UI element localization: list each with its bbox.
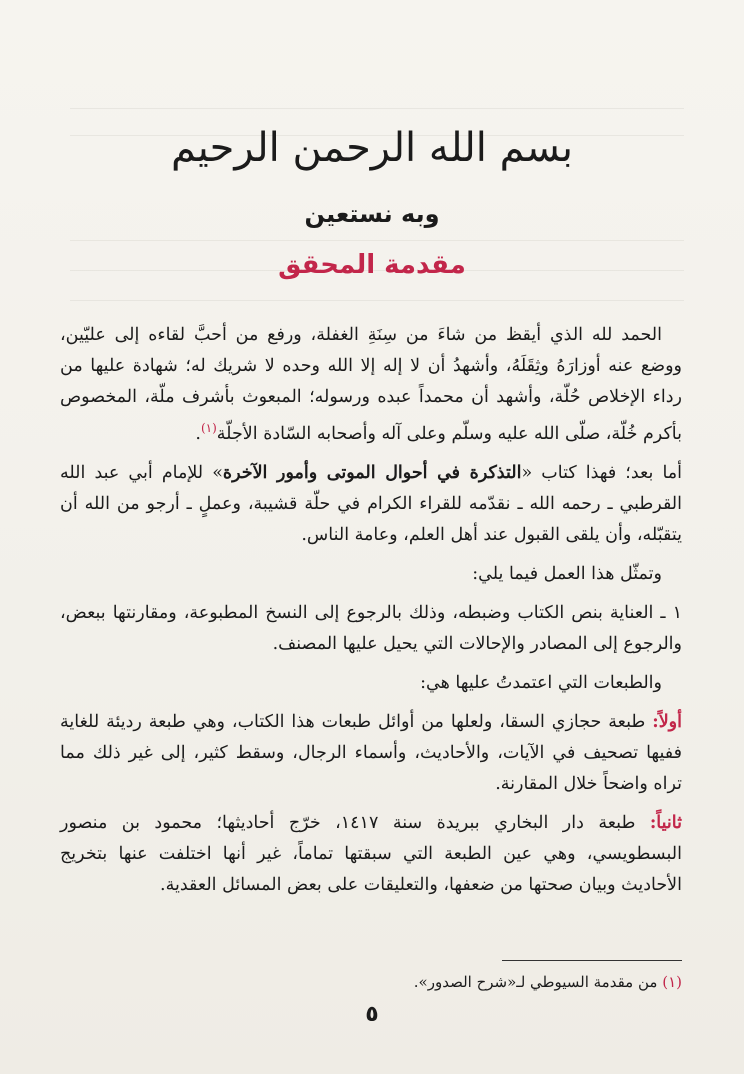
main-text [60, 320, 682, 909]
footnote: (١) من مقدمة السيوطي لـ«شرح الصدور». [413, 973, 682, 991]
paragraph-editions: والطبعات التي اعتمدتُ عليها هي: [420, 672, 662, 693]
bleed-through-line [70, 240, 684, 241]
paragraph-edition-2: ثانياً: طبعة دار البخاري ببريدة سنة ١٤١٧، خرّج أحاديثها؛ محمود بن منصور البسطويسي، وهي عين الطبعة التي سبقتها تماماً، غير أنها اختلفت عنها بتخريج الأحاديث وبيان صحتها من ضعفها، والتعليقات على بعض المسائل العقدية. [60, 812, 682, 895]
heading-support: وبه نستعين [304, 200, 440, 228]
bleed-through-line [70, 108, 684, 109]
footnote-divider [502, 960, 682, 961]
heading-intro: مقدمة المحقق [278, 250, 466, 280]
label-second: ثانياً: [649, 812, 682, 833]
bleed-through-line [70, 300, 684, 301]
paragraph-book: أما بعد؛ فهذا كتاب «التذكرة في أحوال الموتى وأمور الآخرة» للإمام أبي عبد الله القرطبي ـ رحمه الله ـ نقدّمه للقراء الكرام في حلّة قشيبة، وعملٍ ـ أرجو من الله أن يتقبّله، وأن يلقى القبول عند أهل العلم، وعامة الناس. [60, 462, 683, 545]
basmala-calligraphy: بسم الله الرحمن الرحيم [170, 125, 574, 171]
page-number: ٥ [365, 1002, 379, 1027]
paragraph-point-1: ١ ـ العناية بنص الكتاب وضبطه، وذلك بالرجوع إلى النسخ المطبوعة، ومقارنتها ببعض، والرجوع إلى المصادر والإحالات التي يحيل عليها المصنف. [60, 602, 682, 654]
footnote-ref: (١) [200, 421, 217, 435]
paragraph-edition-1: أولاً: طبعة حجازي السقا، ولعلها من أوائل طبعات هذا الكتاب، وهي طبعة رديئة للغاية ففيها تصحيف في الآيات، والأحاديث، وأسماء الرجال، وسقط كثير، إلى غير ذلك مما تراه واضحاً خلال المقارنة. [60, 711, 682, 794]
footnote-number: (١) [662, 973, 682, 991]
paragraph-praise: الحمد لله الذي أيقظ من شاءَ من سِنَةِ الغفلة، ورفع من أحبَّ لقاءه إلى عليّين، ووضع عنه أوزارَهُ وثِقَلَهُ، وأشهدُ أن لا إله إلا الله وحده لا شريك له؛ شهادة عليها من رداء الإخلاص حُلّة، وأشهد أن محمداً عبده ورسوله؛ المبعوث بأشرف ملّة، المخصوص بأكرم خُلّة، صلّى الله عليه وسلّم وعلى آله وأصحابه السّادة الأجلّة$^{(١)}$. [60, 325, 682, 444]
book-title: التذكرة في أحوال الموتى وأمور الآخرة [222, 462, 522, 483]
label-first: أولاً: [652, 711, 682, 732]
paragraph-work: وتمثّل هذا العمل فيما يلي: [472, 563, 662, 584]
